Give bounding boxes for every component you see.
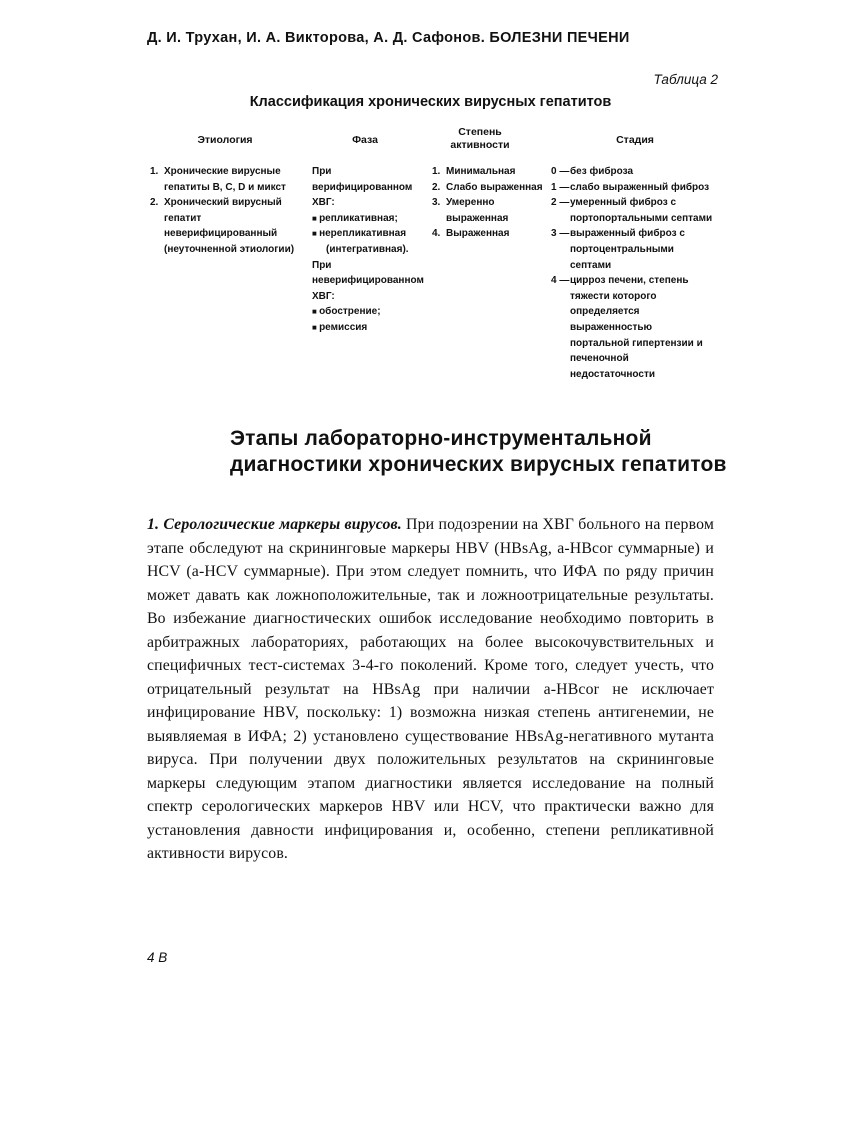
activity-item-text: Выраженная bbox=[446, 228, 510, 240]
header-phase: Фаза bbox=[352, 134, 378, 146]
etiology-item-number: 1. bbox=[150, 166, 159, 177]
stage-item-text: умеренный фиброз с портопортальными септами bbox=[570, 197, 713, 224]
etiology-item bbox=[150, 195, 303, 257]
activity-column bbox=[432, 164, 546, 242]
phase-item: ■ обострение; bbox=[312, 304, 424, 320]
activity-item bbox=[432, 226, 546, 242]
phase-verified-label: При верифицированном ХВГ: bbox=[312, 166, 413, 209]
stage-column bbox=[551, 164, 713, 382]
stage-item bbox=[551, 226, 713, 273]
activity-item bbox=[432, 180, 546, 196]
stage-item bbox=[551, 195, 713, 226]
phase-unverified-label: При неверифицированном ХВГ: bbox=[312, 259, 424, 302]
stage-item-number: 3 — bbox=[551, 228, 570, 240]
phase-item: ■ нерепликативная bbox=[312, 226, 424, 242]
stage-item bbox=[551, 164, 713, 180]
header-etiology: Этиология bbox=[197, 134, 253, 146]
etiology-item-text: Хронический вирусный гепатит неверифицированный (неуточненной этиологии) bbox=[164, 197, 295, 255]
header-activity: Степень активности bbox=[450, 126, 510, 151]
stage-item-number: 1 — bbox=[551, 181, 570, 193]
table-title: Классификация хронических вирусных гепатитов bbox=[249, 94, 612, 110]
activity-item-number: 1. bbox=[432, 166, 441, 177]
page-number: 4 В bbox=[147, 950, 168, 965]
phase-item: ■ репликативная; bbox=[312, 211, 424, 227]
activity-item bbox=[432, 195, 546, 226]
header-stage: Стадия bbox=[616, 134, 654, 146]
activity-item-text: Минимальная bbox=[446, 166, 516, 177]
activity-item bbox=[432, 164, 546, 180]
stage-item-number: 4 — bbox=[551, 275, 570, 287]
stage-item-number: 0 — bbox=[551, 166, 570, 177]
phase-item: ■ ремиссия bbox=[312, 320, 424, 336]
etiology-item-text: Хронические вирусные гепатиты B, C, D и микст bbox=[164, 166, 286, 193]
activity-item-number: 2. bbox=[432, 181, 441, 193]
stage-item-text: без фиброза bbox=[570, 166, 634, 177]
activity-item-text: Умеренно выраженная bbox=[446, 197, 509, 224]
activity-item-number: 4. bbox=[432, 228, 441, 240]
running-head: Д. И. Трухан, И. А. Викторова, А. Д. Сафонов. БОЛЕЗНИ ПЕЧЕНИ bbox=[147, 30, 630, 46]
body-paragraph bbox=[147, 513, 714, 866]
activity-item-text: Слабо выраженная bbox=[446, 181, 543, 193]
stage-item bbox=[551, 180, 713, 196]
stage-item-text: слабо выраженный фиброз bbox=[570, 181, 710, 193]
stage-item-number: 2 — bbox=[551, 197, 570, 209]
phase-item-note: (интегративная). bbox=[326, 243, 409, 255]
stage-item-text: цирроз печени, степень тяжести которого определяется выраженностью портальной гипертензии и печеночной недостаточности bbox=[570, 275, 703, 380]
activity-item-number: 3. bbox=[432, 197, 441, 209]
stage-item bbox=[551, 273, 713, 382]
etiology-item-number: 2. bbox=[150, 197, 159, 209]
table-number: Таблица 2 bbox=[653, 72, 718, 87]
paragraph-text: При подозрении на ХВГ больного на первом этапе обследуют на скрининговые маркеры HBV (HBsAg, a-HBcor суммарные) и HCV (a-HCV суммарные). При этом следует помнить, что ИФА по ряду причин может давать как ложноположительные, так и ложноотрицательные результаты. Во избежание диагностических ошибок исследование необходимо повторить в арбитражных лабораториях, работающих на более высокочувствительных и специфичных тест-системах 3-4-го поколений. Кроме того, следует учесть, что отрицательный результат на HBsAg при наличии a-HBcor не исключает инфицирование HBV, поскольку: 1) возможна низкая степень антигенемии, не выявляемая в ИФА; 2) установлено существование HBsAg-негативного мутанта вируса. При получении двух положительных результатов на скрининговые маркеры следующим этапом диагностики является исследование на полный спектр серологических маркеров HBV или HCV, что практически важно для установления давности инфицирования и, особенно, степени репликативной активности вирусов. bbox=[147, 516, 714, 862]
paragraph-lead: 1. Серологические маркеры вирусов. bbox=[147, 516, 402, 533]
etiology-column bbox=[150, 164, 303, 258]
section-heading: Этапы лабораторно-инструментальной диагностики хронических вирусных гепатитов bbox=[230, 427, 727, 476]
etiology-item bbox=[150, 164, 303, 195]
phase-column bbox=[312, 164, 424, 336]
stage-item-text: выраженный фиброз с портоцентральными септами bbox=[570, 228, 685, 271]
